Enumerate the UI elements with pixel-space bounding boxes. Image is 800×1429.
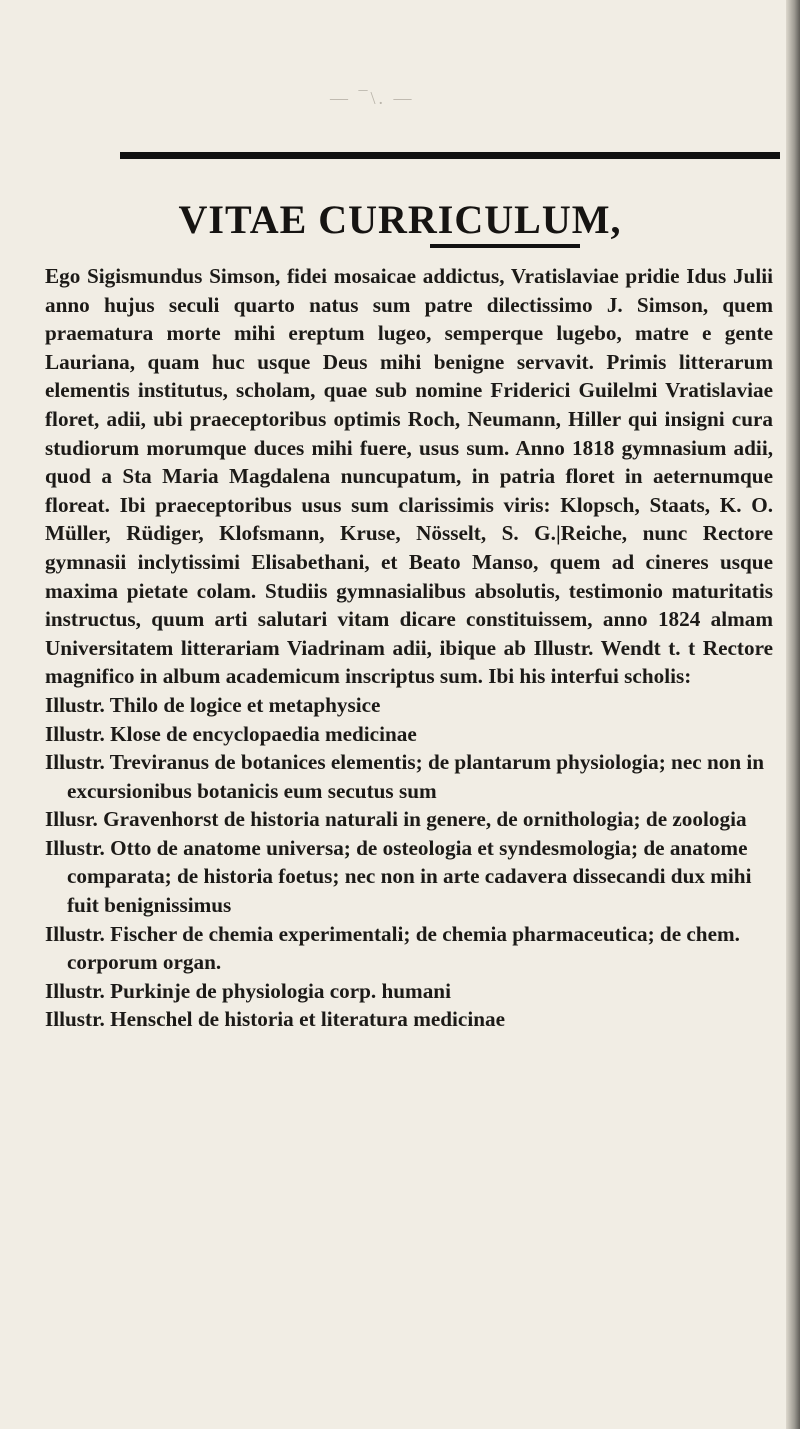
page-edge	[786, 0, 800, 1429]
list-item: Illustr. Treviranus de botanices elementis; de plantarum physiologia; nec non in excursionibus botanicis eum secutus sum	[45, 750, 765, 803]
top-rule	[120, 152, 780, 159]
bleed-through-mark: — ¯\. —	[330, 88, 415, 108]
list-item: Illustr. Klose de encyclopaedia medicinae	[45, 721, 417, 746]
list-item: Illustr. Otto de anatome universa; de osteologia et syndesmologia; de anatome comparata; de historia foetus; nec non in arte cadavera dissecandi dux mihi fuit benignissimus	[45, 835, 752, 918]
list-item: Illustr. Thilo de logice et metaphysice	[45, 692, 381, 717]
page-title: VITAE CURRICULUM,	[178, 197, 622, 242]
list-item: Illustr. Purkinje de physiologia corp. humani	[45, 978, 451, 1003]
paragraph: Ego Sigismundus Simson, fidei mosaicae addictus, Vratislaviae pridie Idus Julii anno hujus seculi quarto natus sum patre dilectissimo J. Simson, quem praematura morte mihi ereptum lugeo, semperque lugebo, matre e gente Lauriana, quam huc usque Deus mihi benigne servavit. Primis litterarum elementis institutus, scholam, quae sub nomine Friderici Guilelmi Vratislaviae floret, adii, ubi praeceptoribus optimis Roch, Neumann, Hiller qui insigni cura studiorum morumque duces mihi fuere, usus sum. Anno 1818 gymnasium adii, quod a Sta Maria Magdalena nuncupatum, in patria floret in aeternumque floreat. Ibi praeceptoribus usus sum clarissimis viris: Klopsch, Staats, K. O. Müller, Rüdiger, Klofsmann, Kruse, Nösselt, S. G.|Reiche, nunc Rectore gymnasii inclytissimi Elisabethani, et Beato Manso, quem ad cineres usque maxima pietate colam. Studiis gymnasialibus absolutis, testimonio maturitatis instructus, quum arti salutari vitam dicare constituissem, anno 1824 almam Universitatem litterariam Viadrinam adii, ibique ab Illustr. Wendt t. t Rectore magnifico in album academicum inscriptus sum. Ibi his interfui scholis:	[45, 264, 773, 689]
list-item: Illustr. Henschel de historia et literatura medicinae	[45, 1007, 505, 1032]
list-item: Illustr. Fischer de chemia experimentali; de chemia pharmaceutica; de chem. corporum organ.	[45, 921, 740, 975]
body-text	[45, 262, 773, 1034]
lecture-list	[45, 691, 773, 1034]
title-underline	[430, 244, 580, 248]
list-item: Illusr. Gravenhorst de historia naturali in genere, de ornithologia; de zoologia	[45, 807, 747, 832]
